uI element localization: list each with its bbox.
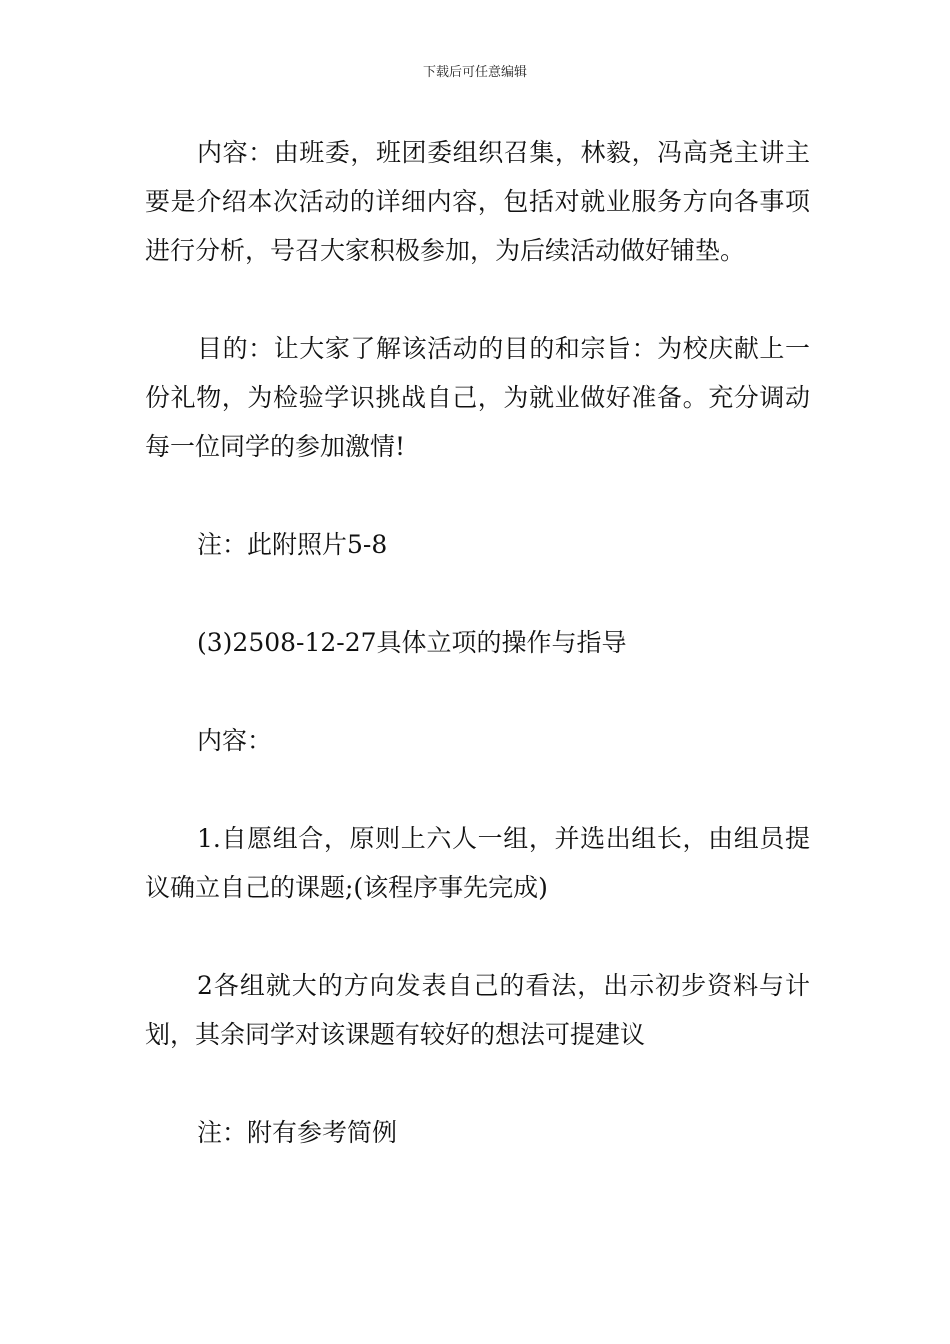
paragraph-gap: [145, 275, 810, 324]
paragraph-note-photos: 注：此附照片5-8: [197, 530, 388, 559]
paragraph-item-1: 1.自愿组合，原则上六人一组，并选出组长，由组员提议确立自己的课题;(该程序事先完成): [145, 824, 810, 902]
paragraph-content-label: 内容：: [197, 726, 273, 755]
paragraph-gap: [145, 765, 810, 814]
paragraph-purpose: 目的：让大家了解该活动的目的和宗旨：为校庆献上一份礼物，为检验学识挑战自己，为就业做好准备。充分调动每一位同学的参加激情!: [145, 334, 810, 461]
paragraph-section-heading: (3)2508-12-27具体立项的操作与指导: [197, 628, 627, 657]
paragraph-content-intro: 内容：由班委，班团委组织召集，林毅，冯高尧主讲主要是介绍本次活动的详细内容，包括对就业服务方向各事项进行分析，号召大家积极参加，为后续活动做好铺垫。: [145, 138, 810, 265]
paragraph-gap: [145, 667, 810, 716]
paragraph-gap: [145, 1059, 810, 1108]
paragraph-gap: [145, 912, 810, 961]
document-body: [145, 128, 810, 1157]
paragraph-note-example: 注：附有参考简例: [197, 1118, 398, 1147]
paragraph-item-2: 2各组就大的方向发表自己的看法，出示初步资料与计划，其余同学对该课题有较好的想法可提建议: [145, 971, 810, 1049]
page-header-note: 下载后可任意编辑: [422, 65, 527, 80]
paragraph-gap: [145, 569, 810, 618]
paragraph-gap: [145, 471, 810, 520]
